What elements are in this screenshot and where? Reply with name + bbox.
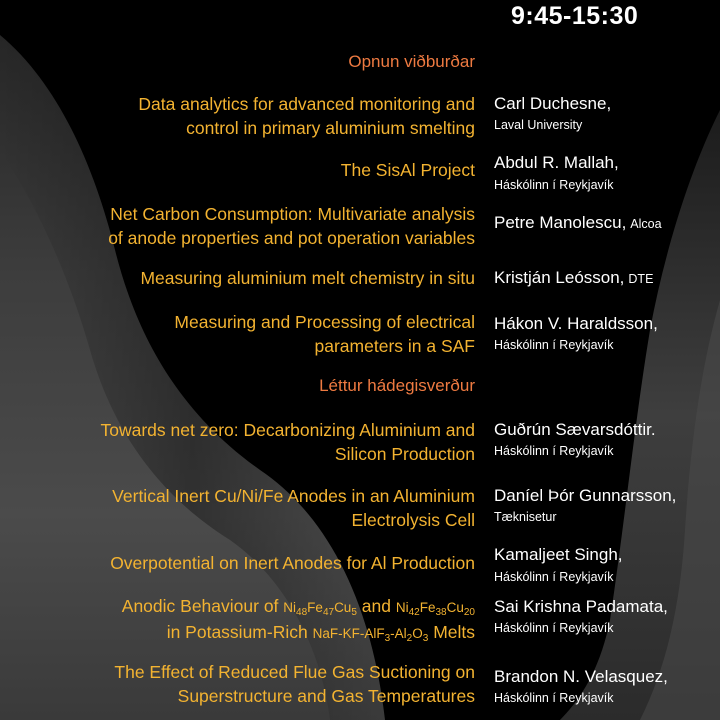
speaker-affiliation: Laval University	[494, 118, 583, 132]
speaker-name: Guðrún Sævarsdóttir.	[494, 420, 656, 439]
speaker-affiliation: Alcoa	[630, 217, 662, 231]
speaker-affiliation: Háskólinn í Reykjavík	[494, 444, 614, 458]
speaker-name: Kamaljeet Singh,	[494, 545, 623, 564]
speaker-name: Daníel Þór Gunnarsson,	[494, 486, 677, 505]
speaker-affiliation: Háskólinn í Reykjavík	[494, 338, 614, 352]
speaker-affiliation: Háskólinn í Reykjavík	[494, 621, 614, 635]
talk-title: Measuring and Processing of electrical parameters in a SAF	[174, 312, 475, 356]
talk-title: Vertical Inert Cu/Ni/Fe Anodes in an Aluminium Electrolysis Cell	[112, 486, 475, 530]
speaker-name: Kristján Leósson, DTE	[494, 268, 654, 287]
chemical-formula: $Ni_{42}Fe_{38}Cu_{20}$	[395, 600, 475, 618]
speaker-name: Carl Duchesne,	[494, 94, 612, 113]
talk-title: Overpotential on Inert Anodes for Al Production	[110, 553, 475, 573]
section-label: Opnun viðburðar	[348, 52, 475, 71]
section-label: Léttur hádegisverður	[319, 376, 475, 395]
talk-title: Data analytics for advanced monitoring and control in primary aluminium smelting	[138, 94, 475, 138]
talk-title: Towards net zero: Decarbonizing Aluminium and Silicon Production	[100, 420, 475, 464]
chemical-formula: $Ni_{48}Fe_{47}Cu_5$	[283, 600, 357, 618]
speaker-name: Hákon V. Haraldsson,	[494, 314, 658, 333]
talk-title: Net Carbon Consumption: Multivariate analysis of anode properties and pot operation variables	[108, 204, 475, 248]
speaker-affiliation: Háskólinn í Reykjavík	[494, 691, 614, 705]
speaker-name: Brandon N. Velasquez,	[494, 667, 668, 686]
talk-title: The Effect of Reduced Flue Gas Suctioning on Superstructure and Gas Temperatures	[114, 662, 475, 706]
speaker-affiliation: DTE	[628, 272, 654, 286]
chemical-formula: NaF-$KF-AlF_3-Al_2O_3$	[312, 626, 429, 644]
speaker-affiliation: Tæknisetur	[494, 510, 557, 524]
speaker-affiliation: Háskólinn í Reykjavík	[494, 178, 614, 192]
talk-title: Anodic Behaviour of $Ni_{48}Fe_{47}Cu_5$ and $Ni_{42}Fe_{38}Cu_{20}$ in Potassium-Rich NaF-$KF-AlF_3-Al_2O_3$ Melts	[121, 596, 475, 644]
speaker-name: Sai Krishna Padamata,	[494, 597, 668, 616]
talk-title: Measuring aluminium melt chemistry in situ	[140, 268, 475, 288]
event-time: 9:45-15:30	[511, 2, 639, 30]
talk-title: The SisAl Project	[340, 160, 475, 180]
speaker-name: Petre Manolescu, Alcoa	[494, 213, 662, 232]
speaker-affiliation: Háskólinn í Reykjavík	[494, 570, 614, 584]
speaker-name: Abdul R. Mallah,	[494, 153, 619, 172]
